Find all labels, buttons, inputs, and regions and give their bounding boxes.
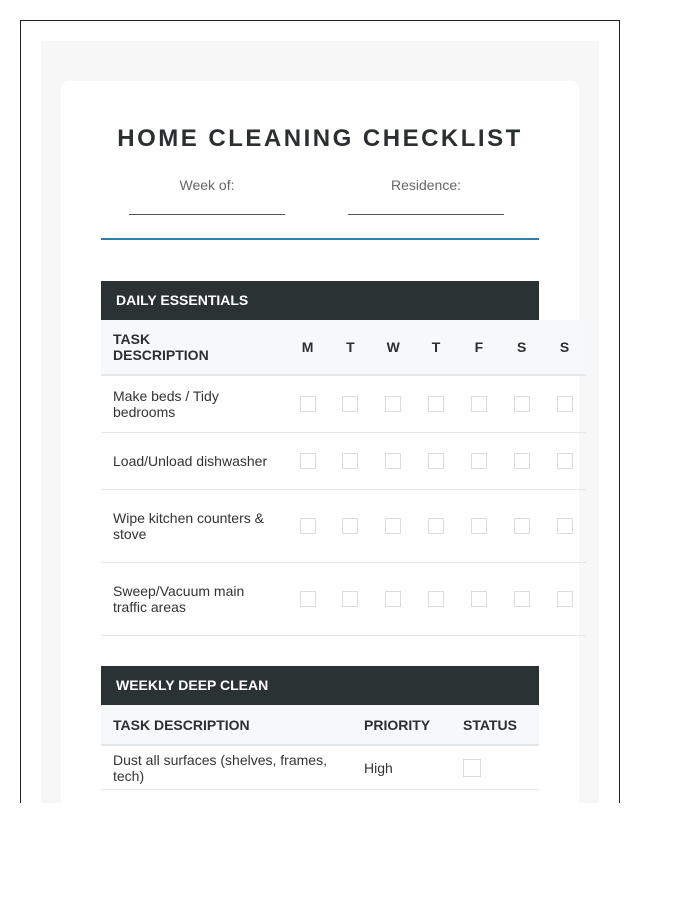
checkbox-sun[interactable] [557,396,573,412]
checkbox-wed[interactable] [385,591,401,607]
daily-table [101,320,586,636]
checkbox-mon[interactable] [300,591,316,607]
page-background [41,41,599,803]
col-tue: T [329,320,372,375]
col-thu: T [415,320,458,375]
checkbox-fri[interactable] [471,453,487,469]
col-fri: F [457,320,500,375]
table-row [101,489,586,562]
page-title: HOME CLEANING CHECKLIST [117,125,523,152]
weekly-header-row [101,705,539,745]
accent-divider [101,238,539,240]
checkbox-sun[interactable] [557,518,573,534]
col-task: TASK DESCRIPTION [101,705,364,745]
table-row [101,375,586,432]
checkbox-wed[interactable] [385,453,401,469]
checkbox-thu[interactable] [428,396,444,412]
col-status: STATUS [463,705,539,745]
residence-label: Residence: [390,177,462,193]
checkbox-fri[interactable] [471,591,487,607]
checkbox-thu[interactable] [428,591,444,607]
checkbox-wed[interactable] [385,396,401,412]
table-row [101,432,586,489]
checkbox-wed[interactable] [385,518,401,534]
week-of-label: Week of: [179,177,235,193]
checkbox-tue[interactable] [342,396,358,412]
task-label: Make beds / Tidy bedrooms [101,375,286,432]
checkbox-fri[interactable] [471,396,487,412]
col-mon: M [286,320,329,375]
task-label: Load/Unload dishwasher [101,432,286,489]
checkbox-sat[interactable] [514,396,530,412]
page-frame [20,20,620,803]
checkbox-sun[interactable] [557,453,573,469]
weekly-section-header: WEEKLY DEEP CLEAN [101,666,539,705]
checkbox-fri[interactable] [471,518,487,534]
checkbox-sat[interactable] [514,518,530,534]
checkbox-tue[interactable] [342,518,358,534]
checkbox-tue[interactable] [342,453,358,469]
checkbox-mon[interactable] [300,396,316,412]
task-label: Dust all surfaces (shelves, frames, tech) [101,745,364,790]
col-sun: S [543,320,586,375]
table-row [101,562,586,635]
col-task: TASK DESCRIPTION [101,320,286,375]
week-of-field[interactable] [129,214,285,215]
checkbox-sat[interactable] [514,453,530,469]
checkbox-sun[interactable] [557,591,573,607]
residence-field[interactable] [348,214,504,215]
daily-section-header: DAILY ESSENTIALS [101,281,539,320]
status-checkbox[interactable] [463,759,481,777]
checkbox-sat[interactable] [514,591,530,607]
priority-value: High [364,745,463,790]
checkbox-tue[interactable] [342,591,358,607]
checklist-card [61,81,579,803]
checkbox-mon[interactable] [300,518,316,534]
checkbox-thu[interactable] [428,453,444,469]
checkbox-mon[interactable] [300,453,316,469]
table-row [101,745,539,790]
daily-header-row [101,320,586,375]
col-sat: S [500,320,543,375]
task-label: Sweep/Vacuum main traffic areas [101,562,286,635]
col-wed: W [372,320,415,375]
col-priority: PRIORITY [364,705,463,745]
checkbox-thu[interactable] [428,518,444,534]
task-label: Wipe kitchen counters & stove [101,489,286,562]
weekly-table [101,705,539,790]
